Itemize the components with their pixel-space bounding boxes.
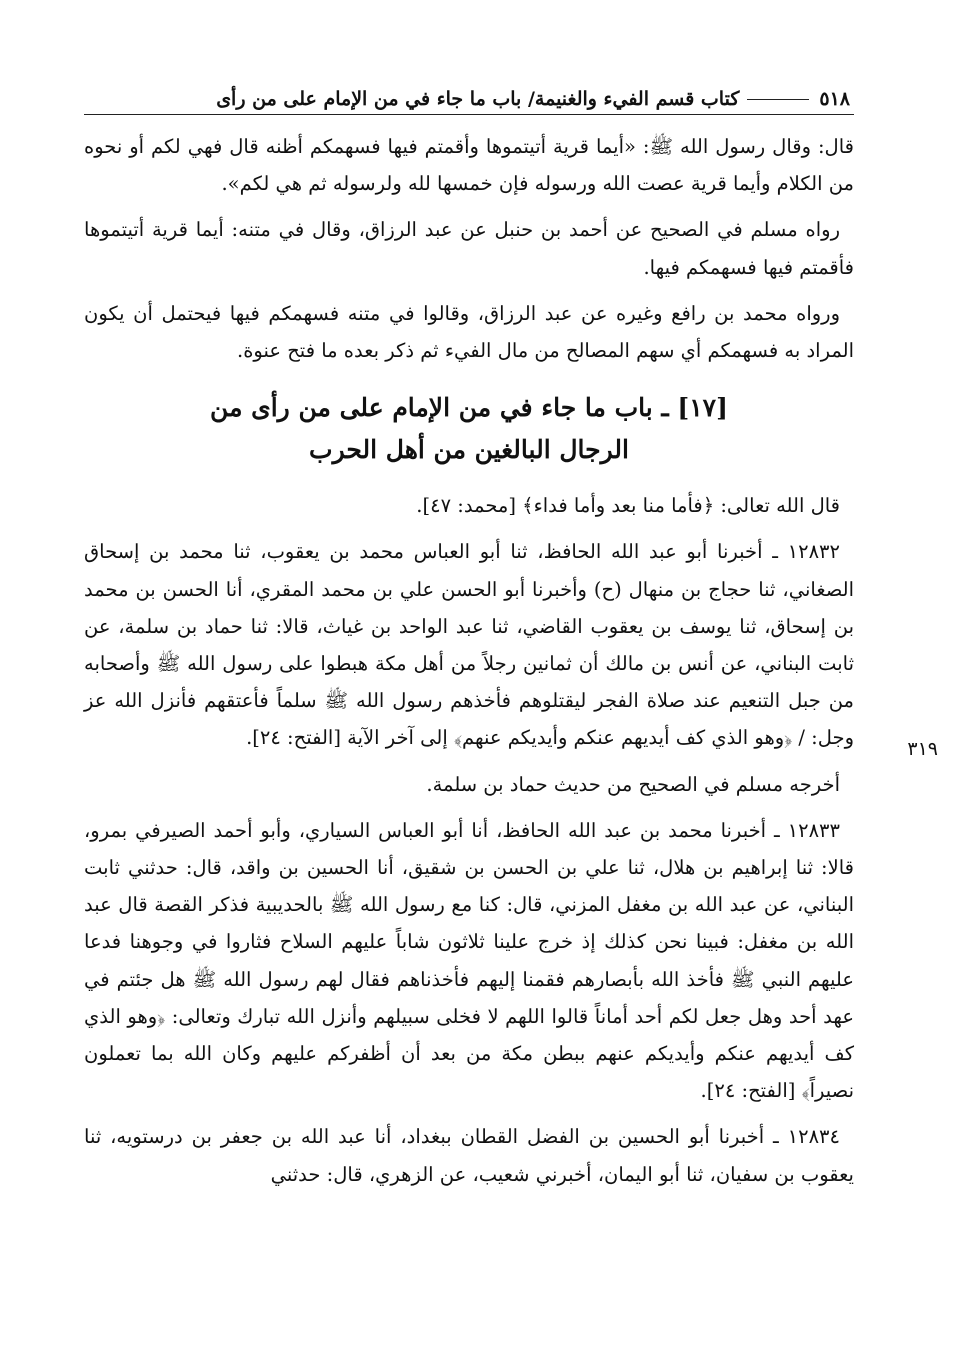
- heading-line: الرجال البالغين من أهل الحرب: [309, 435, 629, 465]
- chapter-heading: [84, 387, 854, 471]
- running-title: كتاب قسم الفيء والغنيمة/ باب ما جاء في من الإمام على من رأى: [216, 88, 740, 110]
- page-number: ٥١٨: [819, 88, 850, 110]
- heading-line: [١٧] ـ باب ما جاء في من الإمام على من رأى من: [210, 393, 728, 423]
- paragraph: قال الله تعالى: ﴿فأما منا بعد وأما فداء﴾ [محمد: ٤٧].: [416, 494, 840, 518]
- paragraph: رواه مسلم في الصحيح عن أحمد بن حنبل عن عبد الرزاق، وقال في متنه: أيما قرية أتيتموها فأقمتم فيها فسهمكم فيها.: [84, 218, 854, 279]
- hadith-paragraph: ١٢٨٣٣ ـ أخبرنا محمد بن عبد الله الحافظ، أنا أبو العباس السياري، وأبو أحمد الصيرفي بمرو، قالا: ثنا إبراهيم بن هلال، ثنا علي بن الحسن بن شقيق، أنا الحسين بن واقد، قال: حدثني ثابت البناني، عن عبد الله بن مغفل المزني، قال: كنا مع رسول الله ﷺ بالحديبية فذكر القصة قال عبد الله بن مغفل: فبينا نحن كذلك إذ خرج علينا ثلاثون شاباً عليهم السلاح فثاروا في وجوهنا فدعا عليهم النبي ﷺ فأخذ الله بأبصارهم فقمنا إليهم فأخذناهم فقال لهم رسول الله ﷺ هل جئتم في عهد أحد وهل جعل لكم أحد أماناً قالوا اللهم لا فخلى سبيلهم وأنزل الله تبارك وتعالى: ﴿وهو الذي كف أيديهم عنكم وأيديكم عنهم ببطن مكة من بعد أن أظفركم عليهم وكان الله بما تعملون نصيراً﴾ [الفتح: ٢٤].: [84, 818, 854, 1103]
- hadith-paragraph: ١٢٨٣٢ ـ أخبرنا أبو عبد الله الحافظ، ثنا أبو العباس محمد بن يعقوب، ثنا محمد بن إسحاق الصغاني، ثنا حجاج بن منهال (ح) وأخبرنا أبو الحسن علي بن محمد المقري، أنا الحسن بن محمد بن إسحاق، ثنا يوسف بن يعقوب القاضي، ثنا عبد الواحد بن غياث، قالا: ثنا حماد بن سلمة، عن ثابت البناني، عن أنس بن مالك أن ثمانين رجلاً من أهل مكة هبطوا على رسول الله ﷺ وأصحابه من جبل التنعيم عند صلاة الفجر ليقتلوهم فأخذهم رسول الله ﷺ سلماً فأعتقهم فأنزل الله عز وجل: / ﴿وهو الذي كف أيديهم عنكم وأيديكم عنهم﴾ إلى آخر الآية [الفتح: ٢٤].: [84, 540, 854, 750]
- paragraph: قال: وقال رسول الله ﷺ: «أيما قرية أتيتموها وأقمتم فيها فسهمكم أظنه قال فهي لكم أو نحوه من الكلام وأيما قرية عصت الله ورسوله فإن خمسها لله ولرسوله ثم هي لكم».: [84, 135, 854, 196]
- running-header: [88, 84, 850, 114]
- header-rule: [84, 114, 854, 115]
- header-dash: [747, 99, 809, 100]
- page-body: [84, 128, 854, 1202]
- paragraph: ورواه محمد بن رافع وغيره عن عبد الرزاق، وقالوا في متنه فسهمكم فيها فيحتمل أن يكون المراد به فسهمكم أي سهم المصالح من مال الفيء ثم ذكر بعده ما فتح عنوة.: [84, 301, 854, 363]
- margin-page-reference: ٣١٩: [907, 738, 938, 760]
- paragraph: أخرجه مسلم في الصحيح من حديث حماد بن سلمة.: [426, 772, 840, 796]
- hadith-paragraph: ١٢٨٣٤ ـ أخبرنا أبو الحسين بن الفضل القطان ببغداد، أنا عبد الله بن جعفر بن درستويه، ثنا يعقوب بن سفيان، ثنا أبو اليمان، أخبرني شعيب، عن الزهري، قال: حدثني: [84, 1125, 854, 1186]
